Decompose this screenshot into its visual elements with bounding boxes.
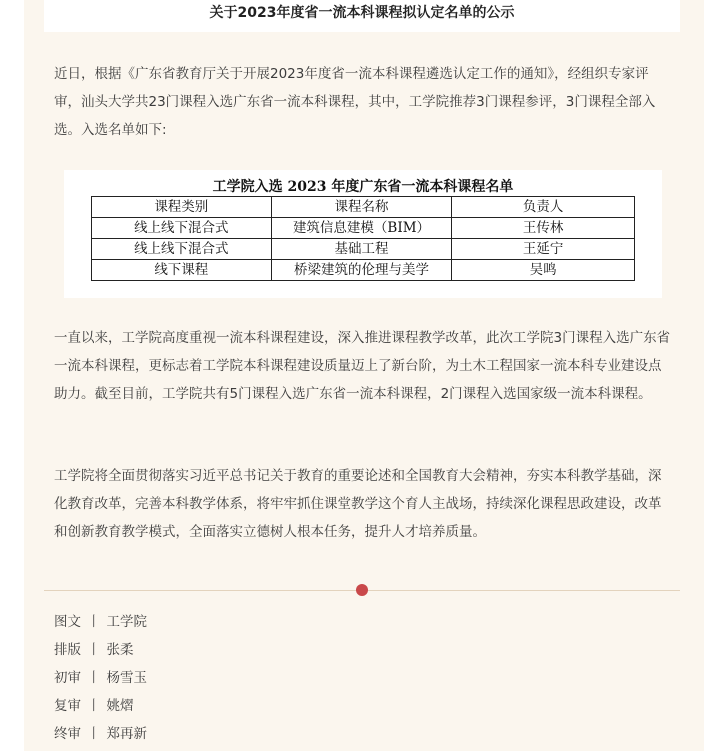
credit-line [54, 696, 134, 716]
credit-role: 初审 [54, 670, 81, 686]
article-panel [24, 0, 704, 751]
header-cell: 课程名称 [271, 197, 452, 218]
table-title: 工学院入选 2023 年度广东省一流本科课程名单 [212, 179, 514, 195]
table-cell: 桥梁建筑的伦理与美学 [271, 260, 452, 281]
table-cell: 线上线下混合式 [92, 239, 272, 260]
table-row [92, 239, 635, 260]
credit-separator: 丨 [87, 698, 101, 714]
course-table-image [64, 170, 662, 298]
credit-role: 图文 [54, 614, 81, 630]
credit-name: 杨雪玉 [106, 670, 147, 686]
credit-separator: 丨 [87, 642, 101, 658]
table-cell: 线下课程 [92, 260, 272, 281]
table-row [92, 260, 635, 281]
credit-name: 张柔 [106, 642, 134, 658]
table-row [92, 218, 635, 239]
article-title: 关于2023年度省一流本科课程拟认定名单的公示 [44, 0, 680, 32]
body-paragraph: 一直以来，工学院高度重视一流本科课程建设，深入推进课程教学改革，此次工学院3门课程入选广东省一流本科课程，更标志着工学院本科课程建设质量迈上了新台阶，为土木工程国家一流本科专业建设点助力。截至目前，工学院共有5门课程入选广东省一流本科课程，2门课程入选国家级一流本科课程。 [54, 330, 671, 402]
credit-role: 复审 [54, 698, 81, 714]
header-cell: 负责人 [452, 197, 635, 218]
table-cell: 吴鸣 [452, 260, 635, 281]
credit-line [54, 724, 147, 744]
credit-separator: 丨 [87, 614, 101, 630]
credit-role: 终审 [54, 726, 81, 742]
table-header-row [92, 197, 635, 218]
credit-name: 姚熠 [106, 698, 134, 714]
closing-paragraph: 工学院将全面贯彻落实习近平总书记关于教育的重要论述和全国教育大会精神，夯实本科教学基础，深化教育改革，完善本科教学体系，将牢牢抓住课堂教学这个育人主战场，持续深化课程思政建设，改革和创新教育教学模式，全面落实立德树人根本任务，提升人才培养质量。 [54, 468, 662, 540]
table-cell: 建筑信息建模（BIM） [271, 218, 452, 239]
credit-separator: 丨 [87, 670, 101, 686]
credit-separator: 丨 [87, 726, 101, 742]
divider-dot-icon [356, 584, 368, 596]
credit-line [54, 612, 147, 632]
table-cell: 基础工程 [271, 239, 452, 260]
table-cell: 线上线下混合式 [92, 218, 272, 239]
credit-line [54, 640, 134, 660]
table-cell: 王延宁 [452, 239, 635, 260]
credit-role: 排版 [54, 642, 81, 658]
course-table [91, 196, 635, 281]
table-cell: 王传林 [452, 218, 635, 239]
credit-name: 工学院 [106, 614, 147, 630]
intro-paragraph: 近日，根据《广东省教育厅关于开展2023年度省一流本科课程遴选认定工作的通知》，经组织专家评审，汕头大学共23门课程入选广东省一流本科课程，其中，工学院推荐3门课程参评，3门课程全部入选。入选名单如下: [54, 66, 656, 138]
credit-name: 郑再新 [106, 726, 147, 742]
credit-line [54, 668, 147, 688]
header-cell: 课程类别 [92, 197, 272, 218]
